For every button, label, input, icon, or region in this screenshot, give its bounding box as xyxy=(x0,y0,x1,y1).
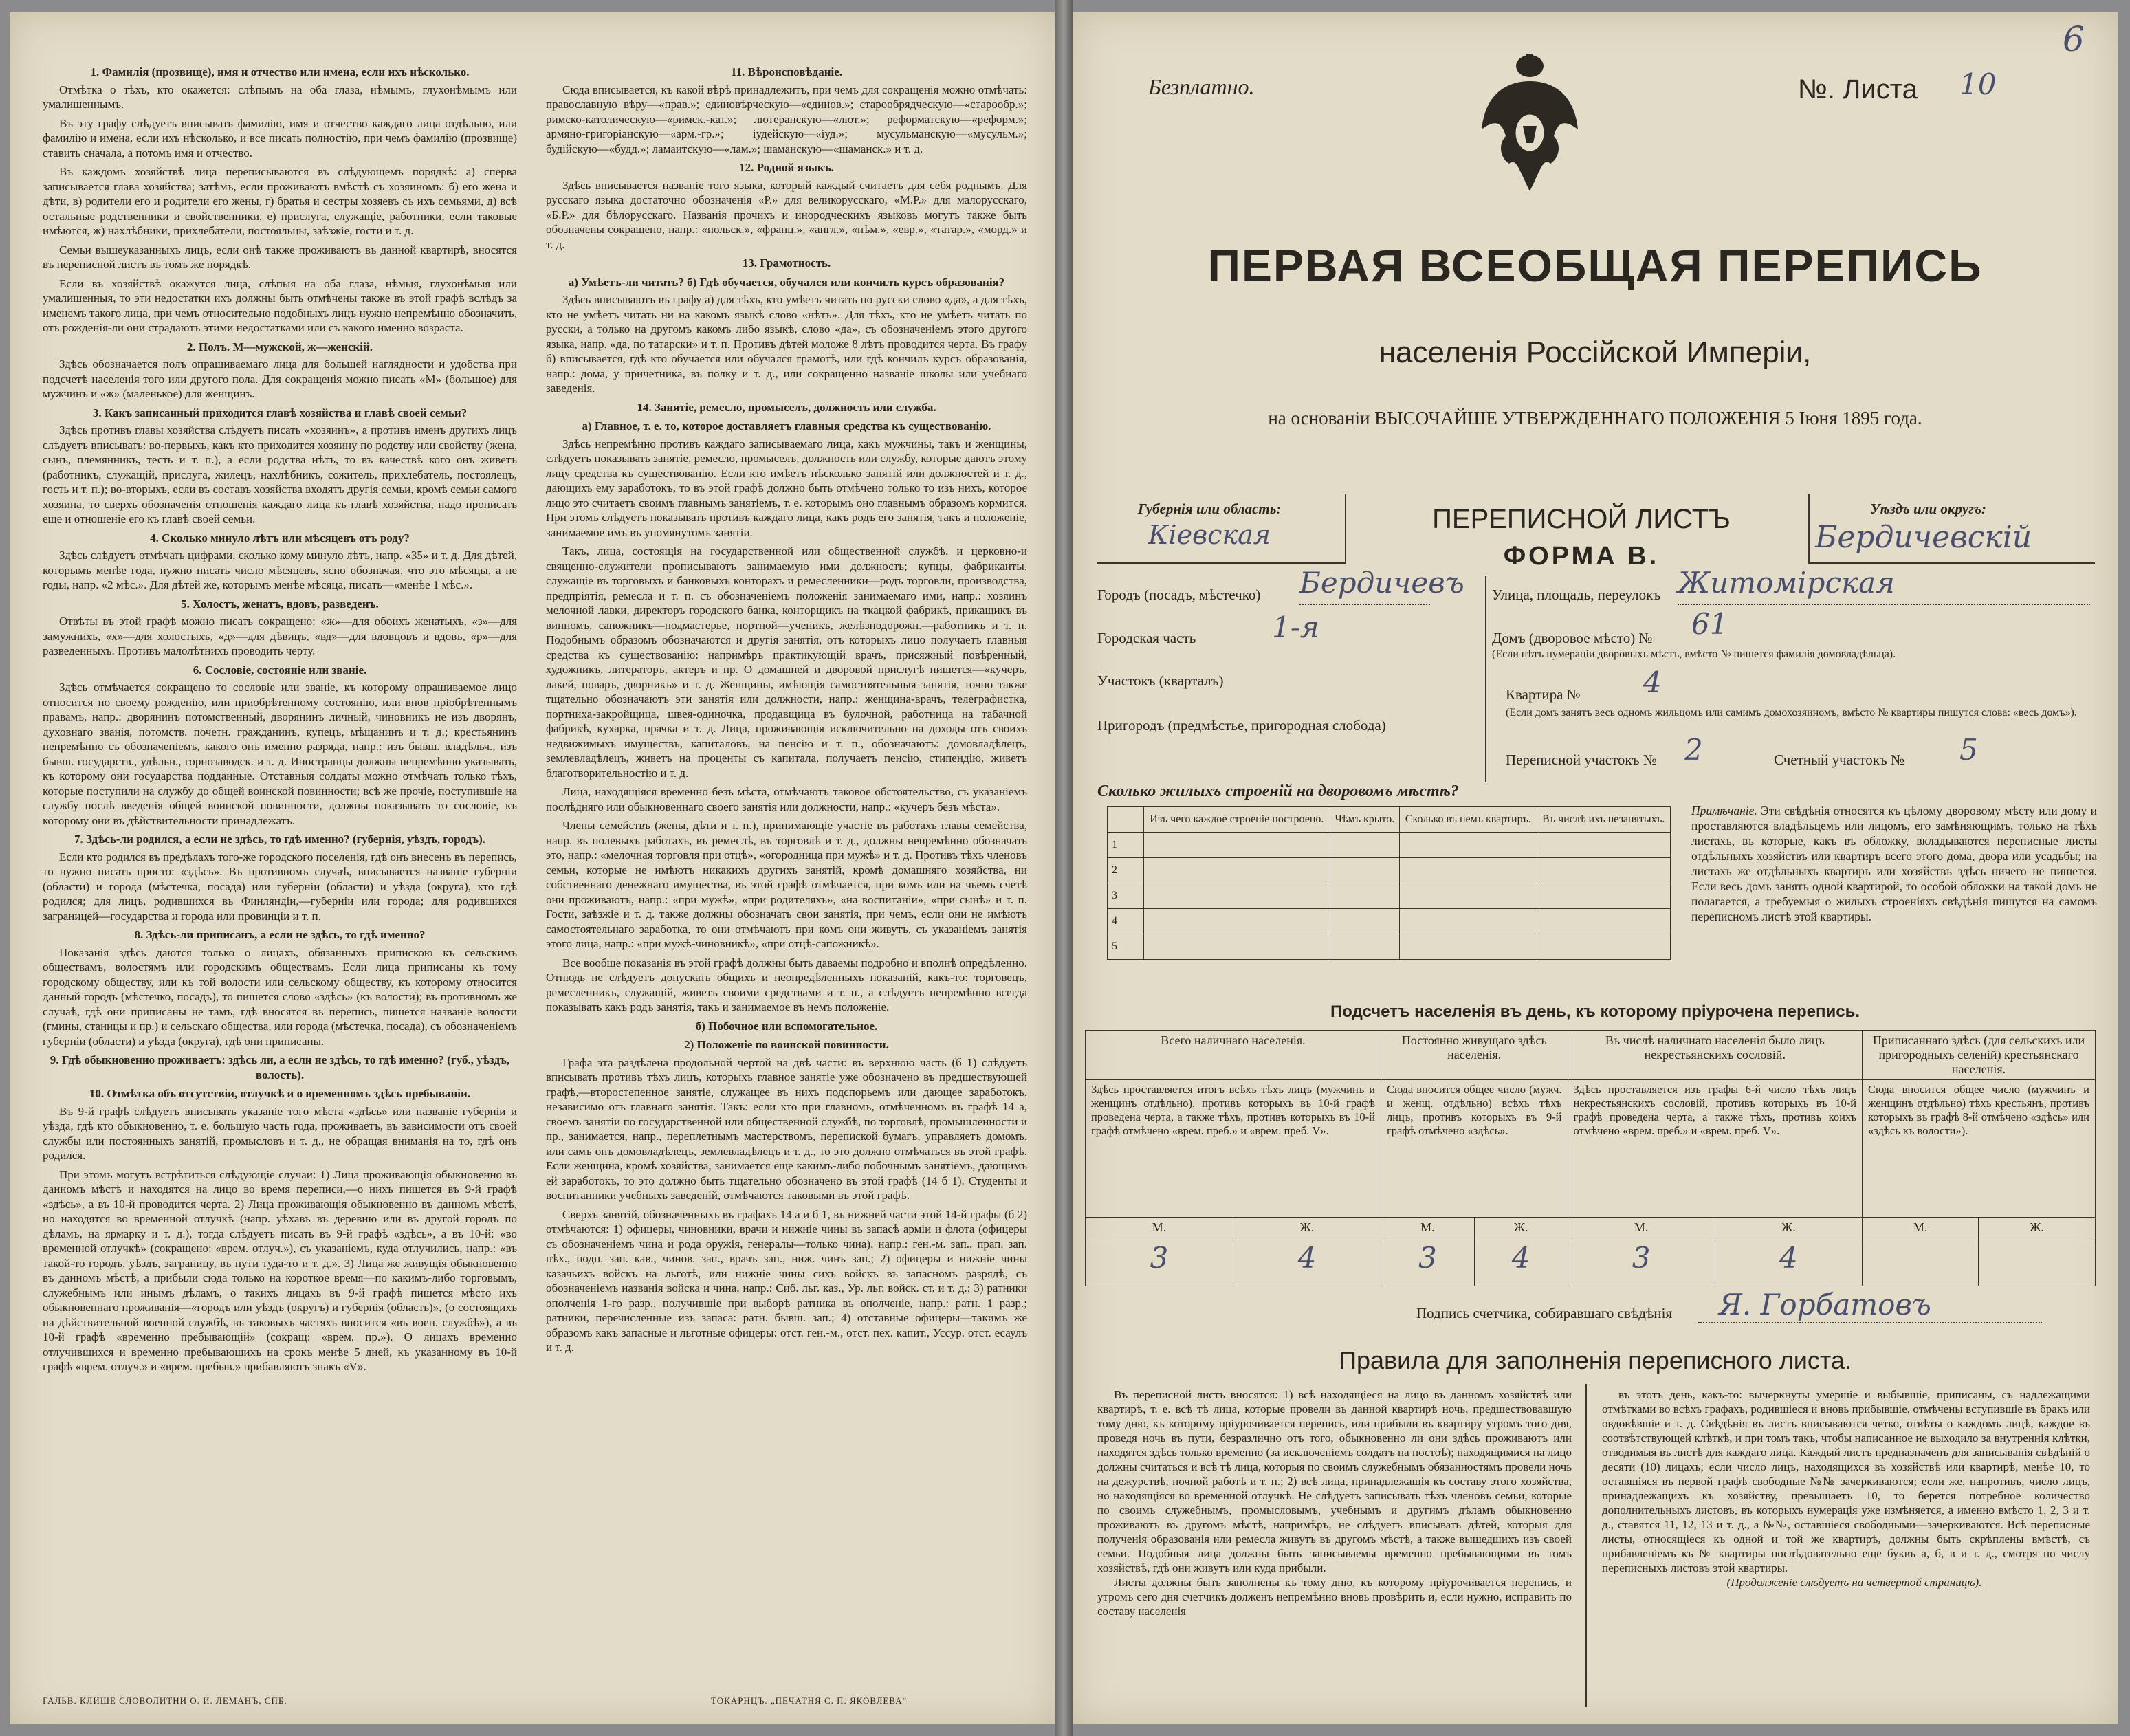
quarter-label: Участокъ (кварталъ) xyxy=(1097,672,1224,689)
male-header: М. xyxy=(1381,1218,1474,1238)
instruction-heading: 5. Холостъ, женатъ, вдовъ, разведенъ. xyxy=(181,597,379,611)
pop-text-permanent: Сюда вносится общее число (мужч. и женщ. отдѣльно) всѣхъ тѣхъ лицъ, противъ которыхъ въ 9-й графѣ отмѣчено «здѣсь». xyxy=(1381,1080,1568,1218)
instruction-heading: 12. Родной языкъ. xyxy=(739,161,834,174)
pop-value: 3 xyxy=(1568,1238,1715,1286)
rules-divider xyxy=(1585,1384,1587,1707)
pop-header-permanent: Постоянно живущаго здѣсь населенія. xyxy=(1381,1031,1568,1080)
signature-line xyxy=(1698,1322,2042,1323)
instruction-paragraph: Сюда вписывается, къ какой вѣрѣ принадлежитъ, при чемъ для сокращенія можно отмѣчать: православную вѣру—«прав.»; единовѣрческую—«единов.»; старообрядческую—«старообр.»; римско-католическую—«римск.-кат.»; лютеранскую—«лют.»; реформатскую—«реформ.»; армяно-григоріанскую—«арм.-гр.»; іудейскую—«іуд.»; мусульманскую—«мусульм.»; будійскую—«будд.»; ламаитскую—«лам.»; шаманскую—«шаманск.» и т. д. xyxy=(546,83,1027,155)
gubernia-box xyxy=(1097,494,1346,564)
city-part-value: 1-я xyxy=(1272,611,1319,644)
street-label: Улица, площадь, переулокъ xyxy=(1492,586,1661,603)
instruction-heading: а) Умѣетъ-ли читать? б) Гдѣ обучается, обучался или кончилъ курсъ образованія? xyxy=(568,275,1005,289)
form-letter: ФОРМА В. xyxy=(1503,542,1660,571)
instruction-paragraph: Члены семействъ (жены, дѣти и т. п.), принимающіе участіе въ работахъ главы семейства, напр. въ полевыхъ работахъ, въ ремеслѣ, въ торговлѣ и т. д., должны непремѣнно обозначать это, напр.: «мелочная торговля при отцѣ», «огородница при мужѣ» и т. д. Противъ тѣхъ членовъ семьи, которые не имѣютъ никакихъ другихъ занятій, кромѣ домашняго хозяйства, ни собственнаго денежнаго имущества, въ этой графѣ отмѣчается, при комъ или на чьемъ счетѣ они проживаютъ, напр.: «при мужѣ», «при родителяхъ», «на воспитаніи», «при сынѣ» и т. п. Гости, заѣзжіе и т. д. также должны обозначать свои занятія, при чемъ, если они не имѣютъ самостоятельнаго заработка, то они отмѣчаютъ при комъ они живутъ, съ указаніемъ занятія этого лица, напр.: «при мужѣ-чиновникѣ», «при отцѣ-сапожникѣ». xyxy=(546,819,1027,950)
continued-note: (Продолженіе слѣдуетъ на четвертой страницѣ). xyxy=(1726,1576,1982,1589)
instruction-heading: 6. Сословіе, состояніе или званіе. xyxy=(193,663,367,677)
instruction-paragraph: Въ каждомъ хозяйствѣ лица переписываются въ слѣдующемъ порядкѣ: а) сперва записывается глава хозяйства; затѣмъ, если проживаютъ вмѣстѣ съ хозяиномъ: б) его жена и дѣти, в) родители его и родители его жены, г) братья и сестры хозяевъ съ ихъ семьями, д) всѣ остальные родственники и свойственники, е) прислуга, служащіе, работники, если таковые имѣются, ж) нахлѣбники, прихлебатели, постояльцы, заѣзжіе, гости и т. д. xyxy=(43,165,517,237)
instruction-heading: 9. Гдѣ обыкновенно проживаетъ: здѣсь ли, а если не здѣсь, то гдѣ именно? (губ., уѣздъ, волость). xyxy=(50,1053,510,1081)
rules-paragraph: въ этотъ день, какъ-то: вычеркнуты умершіе и выбывшіе, приписаны, съ надлежащими отмѣтками во всѣхъ графахъ, родившіеся и вновь прибывшіе, отмѣчены вступившіе въ бракъ или овдовѣвшіе и т. д. Свѣдѣнія въ листъ вписываются четко, отвѣты о каждомъ лицѣ, каждое въ соотвѣтствующей клѣткѣ, и при томъ такъ, чтобы написанное не выходило за внутреннія клѣтки, отводимыя въ листѣ для каждаго лица. Каждый листъ предназначенъ для записыванія свѣдѣній о десяти (10) лицахъ; если число лицъ, находящихся въ хозяйствѣ или квартирѣ, менѣе 10, то оставшіяся въ первой графѣ свободные №№ зачеркиваются; если же, напротивъ, число лицъ, принадлежащихъ къ хозяйству, превышаетъ 10, то берется потребное количество дополнительныхъ листовъ, въ которыхъ нумерація уже измѣняется, а именно вмѣсто 1, 2, 3 и т. д., ставятся 11, 12, 13 и т. д., а №№, оставшіеся свободными—зачеркиваются. Всѣ переписные листы, относящіеся къ одной и той же квартирѣ, должны быть скрѣплены вмѣстѣ, съ прибавленіемъ къ № квартиры послѣдовательно еще буквъ а, б, в и т. д., смотря по числу переписныхъ листовъ этой квартиры. xyxy=(1602,1388,2090,1574)
flat-value: 4 xyxy=(1643,666,1662,699)
pop-value xyxy=(1979,1238,2096,1286)
instruction-heading: 13. Грамотность. xyxy=(742,256,831,270)
city-label: Городъ (посадъ, мѣстечко) xyxy=(1097,586,1261,603)
uezd-value: Бердичевскій xyxy=(1815,520,2032,555)
signature-label: Подпись счетчика, собиравшаго свѣдѣнія xyxy=(1416,1305,1673,1321)
house-value: 61 xyxy=(1691,607,1728,641)
buildings-row-num: 4 xyxy=(1108,909,1144,934)
male-header: М. xyxy=(1568,1218,1715,1238)
archive-page-number: 6 xyxy=(2063,19,2085,59)
buildings-question: Сколько жилыхъ строеній на дворовомъ мѣстѣ? xyxy=(1097,782,1459,800)
instruction-heading: 10. Отмѣтка объ отсутствіи, отлучкѣ и о временномъ здѣсь пребываніи. xyxy=(89,1087,471,1100)
instruction-heading: 2. Полъ. М—мужской, ж—женскій. xyxy=(186,340,373,353)
pop-value: 3 xyxy=(1381,1238,1474,1286)
instruction-paragraph: Сверхъ занятій, обозначенныхъ въ графахъ 14 а и б 1, въ нижней части этой 14-й графы (б 2) отмѣчаются: 1) офицеры, чиновники, врачи и нижніе чины въ запасѣ арміи и флота (офицеры съ обозначеніемъ чина и рода оружія, генералы—только чина), напр.: ген.-м. зап., прап. зап. пѣх., подп. зап. кав., чинов. зап., врачъ зап., ниж. чинъ зап.; 2) офицеры и нижніе чины казачьихъ войскъ на льготѣ, или нижніе чины сихъ войскъ въ запасномъ разрядѣ, съ обозначеніемъ названія войска и чина, напр.: Сиб. льг. каз., Ур. льг. войск. ст. и т. д.; 3) ратники ополченія 1-го разр., получившіе при выборѣ ратника въ ополченіе, напр.: ратн. 1 разр.; ратники, перечисленные изъ запаса: ратн. бывш. зап.; 4) отставные офицеры—такимъ же образомъ какъ запасные и льготные офицеры: отст. ген.-м., отст. пех. капит., Уссур. отст. есаулъ и т. д. xyxy=(546,1207,1027,1354)
census-area-label: Переписной участокъ № xyxy=(1506,751,1657,768)
count-area-label: Счетный участокъ № xyxy=(1774,751,1905,768)
pop-header-nonpeasant: Въ числѣ наличнаго населенія было лицъ некрестьянскихъ сословій. xyxy=(1568,1031,1863,1080)
street-line xyxy=(1678,604,2090,605)
buildings-note xyxy=(1691,803,2097,924)
pop-text-peasant: Сюда вносится общее число (мужчинъ и женщинъ отдѣльно) тѣхъ крестьянъ, противъ которыхъ въ графѣ 8-й отмѣчено «здѣсь» или «здѣсь къ волости»). xyxy=(1863,1080,2096,1218)
instruction-paragraph: Здѣсь слѣдуетъ отмѣчать цифрами, сколько кому минуло лѣтъ, напр. «35» и т. д. Для дѣтей, которымъ менѣе года, нужно писать число мѣсяцевъ, ясно обозначая, что это мѣсяцы, а не годы, напр. «2 мѣс.». Для дѣтей же, которымъ менѣе мѣсяца, писать—«менѣе 1 мѣс.». xyxy=(43,549,517,591)
census-area-value: 2 xyxy=(1684,733,1703,767)
instruction-heading: 11. Вѣроисповѣданіе. xyxy=(730,65,843,78)
imperial-eagle-emblem xyxy=(1478,54,1581,198)
instruction-paragraph: Семьи вышеуказанныхъ лицъ, если онѣ также проживаютъ въ данной квартирѣ, вносятся въ переписной листъ въ томъ же порядкѣ. xyxy=(43,243,517,271)
instruction-heading: а) Главное, т. е. то, которое доставляетъ главныя средства къ существованію. xyxy=(582,419,991,432)
signature-value: Я. Горбатовъ xyxy=(1719,1288,1931,1321)
rules-paragraph: Въ переписной листъ вносятся: 1) всѣ находящіеся на лицо въ данномъ хозяйствѣ или квартирѣ, т. е. всѣ тѣ лица, которые провели въ данной квартирѣ ночь, предшествовавшую тому дню, къ которому пріурочивается перепись, или прибыли въ квартиру утромъ того дня, проведя ночь въ пути, безразлично отъ того, обыкновенно ли они здѣсь проживаютъ или находятся здѣсь только временно (за исключеніемъ солдатъ на постоѣ); находящимися на лицо должны считаться и всѣ тѣ лица, которыя по своимъ служебнымъ обязанностямъ провели ночь на дежурствѣ, ночной работѣ и т. п.; 2) всѣ лица, принадлежащія къ составу этого хозяйства, но находящіяся во временной отлучкѣ. Не слѣдуетъ записывать тѣхъ членовъ семьи, которые по своимъ служебнымъ, промысловымъ, учебнымъ и другимъ дѣламъ обыкновенно проживаютъ въ другомъ мѣстѣ, напримѣръ, не слѣдуетъ вписывать дѣтей, которыя для полученія образованія или ремесла живутъ въ другомъ мѣстѣ, а также вышедшихъ изъ своей семьи. Подобныя лица должны быть записываемы временно пребывающими въ томъ хозяйствѣ, гдѣ они живутъ или куда прибыли. xyxy=(1097,1388,1572,1574)
buildings-header-material: Изъ чего каждое строеніе построено. xyxy=(1144,807,1330,833)
buildings-row-num: 2 xyxy=(1108,858,1144,883)
census-subtitle: населенія Россійской Имперіи, xyxy=(1379,336,1812,369)
male-header: М. xyxy=(1863,1218,1979,1238)
instruction-paragraph: Графа эта раздѣлена продольной чертой на двѣ части: въ верхнюю часть (б 1) слѣдуетъ вписывать противъ тѣхъ лицъ, которыхъ главное занятіе уже обозначено въ предшествующей графѣ,—второстепенное занятіе, служащее въ нихъ подспорьемъ или дающее заработокъ, независимо отъ главнаго занятія. Такъ: если кто при главномъ, отмѣченномъ въ графѣ 14 а, своемъ занятіи по государственной или общественной службѣ, по торговлѣ, промышленности и пр., занимается, напр., переплетнымъ мастерствомъ, перепиской бумагъ, управляетъ домомъ, или самъ онъ домовладѣлецъ, землевладѣлецъ и т. д., то это должно отмѣчаться въ этой графѣ. Если женщина, кромѣ хозяйства, занимается еще какимъ-либо побочнымъ занятіемъ, дающимъ ей заработокъ, то это должно быть тщательно обозначено въ этой графѣ (14 б 1). Студенты и воспитанники учебныхъ заведеній, отмѣчаются таковыми въ этой графѣ. xyxy=(546,1055,1027,1202)
pop-value: 4 xyxy=(1715,1238,1862,1286)
rules-paragraph: Листы должны быть заполнены къ тому дню, къ которому пріурочивается перепись, и утромъ сего дня счетчикъ долженъ непремѣнно вновь провѣрить и, если нужно, исправить по составу населенія xyxy=(1097,1576,1572,1618)
female-header: Ж. xyxy=(1474,1218,1568,1238)
instruction-paragraph: При этомъ могутъ встрѣтиться слѣдующіе случаи: 1) Лица проживающія обыкновенно въ данномъ мѣстѣ и находятся на лицо во время переписи,—о нихъ пишется въ 9-й графѣ «здѣсь», а въ 10-й проводится черта. 2) Лица проживающія обыкновенно въ данномъ мѣстѣ, но находятся во временной отлучкѣ (напр. уѣхавъ въ деревню или въ другой городъ по дѣламъ, на ярмарку и т. д.), тогда слѣдуетъ писать въ 9-й графѣ «здѣсь», а въ 10-й: «во временной отлучкѣ» (сокращено: «врем. отлуч.»), съ указаніемъ, куда отлучились, напр.: «въ такой-то городъ, уѣздъ, заграницу, въ пути туда-то и т. д.». 3) Лица же живущія обыкновенно въ данномъ мѣстѣ, а прибыли сюда только на короткое время—по какимъ-либо торговымъ, служебнымъ или инымъ дѣламъ, о такихъ лицахъ въ 9-й графѣ пишется мѣсто ихъ обыкновеннаго проживанія—«городъ или уѣздъ (округъ) и губернія (область)», (о состоящихъ на дѣйствительной военной службѣ, въ таковыхъ частяхъ вносится «въ воен. службѣ»), а въ 10-й графѣ «временно пребывающій» (сокращ: «врем. пр.»). О лицахъ временно отлучившихся и временно пребывающихъ на срокъ менѣе 5 дней, къ указанному въ 10-й графѣ «врем. отлуч.» и «врем. пребыв.» прибавляютъ знакъ «V». xyxy=(43,1167,517,1373)
uezd-box xyxy=(1808,494,2095,564)
instructions-column-2 xyxy=(546,61,1027,1359)
rules-column-2 xyxy=(1602,1387,2090,1590)
instruction-paragraph: Такъ, лица, состоящія на государственной или общественной службѣ, и церковно-и священно-служители прописываютъ занимаемую ими должность; купцы, фабриканты, служащіе въ торговыхъ и банковыхъ конторахъ и ремесленники—родъ торговли, производства, предпріятія, ремесла и т. п. съ обозначеніемъ положенія занимаемаго ими, напр.: хозяинъ мелочной лавки, директоръ городского банка, конторщикъ на ткацкой фабрикѣ, прикащикъ въ винномъ, сапожникъ—подмастерье, портной—ученикъ, желѣзнодорожн.—работникъ и т. п. Подобнымъ образомъ обозначаются и другія занятія, отъ которыхъ лицо получаетъ главныя средства къ существованію: напримѣръ практикующій врачъ, присяжный повѣренный, художникъ, литераторъ, актеръ и пр. О домашней и дворовой прислугѣ пишется—«кучеръ, лакей, поваръ, дворникъ» и т. д. Женщины, имѣющія самостоятельныя занятія, точно также тщательно обозначаютъ эти занятія или должности, напр.: женщина-врачъ, телеграфистка, портниха-закройщица, швея-одиночка, продавщица въ булочной, работница на табачной фабрикѣ, кухарка, прачка и т. д. Лица, проживающія исключительно на доходы отъ своихъ недвижимыхъ имуществъ, капиталовъ, на пенсію и т. п., обозначаютъ: домовладѣлецъ, землевладѣлецъ, живетъ на проценты съ капитала, получаетъ пенсію, стипендію, живетъ благотворительностію и т. д. xyxy=(546,545,1027,780)
instruction-heading: 7. Здѣсь-ли родился, а если не здѣсь, то гдѣ именно? (губернія, уѣздъ, городъ). xyxy=(74,833,485,846)
count-area-value: 5 xyxy=(1959,733,1978,767)
instruction-paragraph: Въ 9-й графѣ слѣдуетъ вписывать указаніе того мѣста «здѣсь» или названіе губерніи и уѣзда, гдѣ кто обыкновенно, т. е. большую часть года, проживаетъ, въ зависимости отъ своей службы или постоянныхъ занятій, промысловъ и т. д., не обращая вниманія на то, гдѣ онъ родился. xyxy=(43,1104,517,1162)
instruction-paragraph: Отмѣтка о тѣхъ, кто окажется: слѣпымъ на оба глаза, нѣмымъ, глухонѣмымъ или умалишеннымъ. xyxy=(43,83,517,111)
street-value: Житомірская xyxy=(1678,566,1895,600)
instruction-heading: 3. Какъ записанный приходится главѣ хозяйства и главѣ своей семьи? xyxy=(92,406,468,419)
instruction-paragraph: Здѣсь обозначается полъ опрашиваемаго лица для большей наглядности и удобства при подсчетѣ населенія того или другого пола. Для сокращенія можно писать «М» (большое) для мужчинъ и «ж» (маленькое) для женщинъ. xyxy=(43,358,517,400)
instruction-paragraph: Если въ хозяйствѣ окажутся лица, слѣпыя на оба глаза, нѣмыя, глухонѣмыя или умалишенныя, то эти недостатки ихъ должны быть отмѣчены также въ этой графѣ вслѣдъ за именемъ такого лица, при чемъ относительно подобныхъ лицъ нужно непремѣнно обозначить, отъ рожденія-ли они страдаютъ этими недостатками или съ какого именно возраста. xyxy=(43,276,517,334)
male-header: М. xyxy=(1086,1218,1233,1238)
female-header: Ж. xyxy=(1979,1218,2096,1238)
instruction-paragraph: Здѣсь непремѣнно противъ каждаго записываемаго лица, какъ мужчины, такъ и женщины, слѣдуетъ показывать занятіе, ремесло, промыселъ, должность или службу, которые даютъ этому лицу средства къ существованію. Если кто имѣетъ нѣсколько занятій или должностей и т. д., дающихъ ему заработокъ, то въ этой графѣ должно быть отмѣчено только то изъ нихъ, которое лицо это считаетъ своимъ главнымъ занятіемъ, т. е. которымъ оно главнымъ образомъ кормится. При этомъ слѣдуетъ показывать противъ каждаго лица, какъ родъ его занятія, такъ и положеніе, занимаемое имъ въ упомянутомъ занятіи. xyxy=(546,437,1027,539)
pop-value: 4 xyxy=(1474,1238,1568,1286)
census-sheet-page xyxy=(1073,12,2118,1724)
imprint-left: ГАЛЬВ. КЛИШЕ СЛОВОЛИТНИ О. И. ЛЕМАНЪ, СПБ. xyxy=(43,1695,287,1706)
instructions-page xyxy=(10,12,1055,1724)
form-title: ПЕРЕПИСНОЙ ЛИСТЪ xyxy=(1432,504,1731,534)
page-fold xyxy=(1055,0,1073,1736)
population-count-title: Подсчетъ населенія въ день, къ которому пріурочена перепись. xyxy=(1330,1002,1860,1021)
instructions-column-1 xyxy=(43,61,517,1378)
instruction-paragraph: Показанія здѣсь даются только о лицахъ, обязанныхъ припискою къ сельскимъ обществамъ, волостямъ или городскимъ обществамъ. Если лица приписаны къ тому городскому обществу, или къ той волости или сельскому обществу, къ которому относится данный городъ (мѣстечко, посадъ), то пишется слово «здѣсь» (къ волости); въ противномъ же случаѣ, гдѣ они приписаны не тамъ, гдѣ вносятся въ перепись, пишется названіе волости (гмины, станицы и пр.) и сельскаго общества, или города (мѣстечка, посада), съ обозначеніемъ губерніи (области) и уѣзда (округа), гдѣ они приписаны. xyxy=(43,945,517,1048)
instruction-heading: 1. Фамилія (прозвище), имя и отчество или имена, если ихъ нѣсколько. xyxy=(90,65,470,78)
pop-value xyxy=(1863,1238,1979,1286)
pop-text-present: Здѣсь проставляется итогъ всѣхъ тѣхъ лицъ (мужчинъ и женщинъ отдѣльно), противъ которыхъ въ 10-й графѣ проведена черта, а также тѣхъ, противъ которыхъ въ 10-й графѣ отмѣчено «врем. преб.» и «врем. преб. V». xyxy=(1086,1080,1381,1218)
imprint-right: ТОКАРНЦЪ. „ПЕЧАТНЯ С. П. ЯКОВЛЕВА“ xyxy=(711,1695,908,1706)
instruction-heading: 4. Сколько минуло лѣтъ или мѣсяцевъ отъ роду? xyxy=(150,531,410,545)
instruction-heading: 14. Занятіе, ремесло, промыселъ, должность или служба. xyxy=(637,400,936,414)
sheet-number-label: №. Листа xyxy=(1798,74,1918,105)
buildings-header-roof: Чѣмъ крыто. xyxy=(1330,807,1400,833)
uezd-label: Уѣздъ или округъ: xyxy=(1870,501,1986,517)
legal-basis: на основаніи ВЫСОЧАЙШЕ УТВЕРЖДЕННАГО ПОЛОЖЕНІЯ 5 Іюня 1895 года. xyxy=(1268,408,1922,428)
instruction-paragraph: Лица, находящіяся временно безъ мѣста, отмѣчаютъ таковое обстоятельство, съ указаніемъ послѣдняго или обыкновеннаго своего занятія или должности, напр.: «кучеръ безъ мѣста». xyxy=(546,785,1027,813)
note-text: Эти свѣдѣнія относятся къ цѣлому дворовому мѣсту или дому и проставляются владѣльцемъ или лицомъ, его замѣняющимъ, только на тѣхъ листахъ, въ которые, какъ въ обложку, вкладываются переписные листы отдѣльныхъ хозяйствъ или квартиръ всего этого дома, двора или усадьбы; на листахъ же отдѣльныхъ квартиръ или хозяйствъ здѣсь ничего не пишется. Если весь домъ занятъ одной квартирой, то особой обложки на такой домъ не полагается, а требуемыя о жилыхъ строеніяхъ свѣдѣнія пишутся на самомъ переписномъ листѣ этой квартиры. xyxy=(1691,804,2097,923)
buildings-table xyxy=(1107,806,1671,960)
instruction-heading: 8. Здѣсь-ли приписанъ, а если не здѣсь, то гдѣ именно? xyxy=(134,928,426,941)
pop-text-nonpeasant: Здѣсь проставляется изъ графы 6-й число тѣхъ лицъ некрестьянскихъ сословій, противъ которыхъ въ 10-й графѣ проведена черта, а также тѣхъ, противъ коихъ отмѣчено «врем. преб.» и «врем. преб. V». xyxy=(1568,1080,1863,1218)
suburb-label: Пригородъ (предмѣстье, пригородная слобода) xyxy=(1097,717,1386,734)
sheet-number-value: 10 xyxy=(1959,67,1997,101)
free-label: Безплатно. xyxy=(1148,74,1255,99)
instruction-paragraph: Здѣсь отмѣчается сокращено то сословіе или званіе, къ которому опрашиваемое лицо относится по своему рожденію, или приобрѣтенному состоянію, или внов пріобрѣтеннымъ правамъ, напр.: дворянинъ потомственный, дворянинъ личный, чиновникъ не изъ дворянъ, духовнаго званія, потомств. почетн. гражданинъ, купецъ, мѣщанинъ и т. д.; крестьянинъ непремѣнно съ обозначеніемъ, какого онъ именно разряда, напр.: изъ бывш. владѣльч., изъ бывш. государств., удѣльн., горнозаводск. и т. д. Иностранцы должны непремѣнно указывать, къ которому они государства подданные. Отставныя солдаты можно отмѣчать только тѣхъ, которые поступили на службу до общей воинской повинности; всѣ же прочіе, поступившіе на службу послѣ введенія общей воинской повинности, должны показывать то сословіе, къ которому они въ дѣйствительности принадлежатъ. xyxy=(43,681,517,827)
city-part-label: Городская часть xyxy=(1097,630,1196,646)
pop-header-present: Всего наличнаго населенія. xyxy=(1086,1031,1381,1080)
instruction-paragraph: Если кто родился въ предѣлахъ того-же городского поселенія, гдѣ онъ внесенъ въ перепись, то нужно писать просто: «здѣсь». Въ противномъ случаѣ, вписывается названіе губерніи (области) и города (мѣстечка, посада) или губерніи (области) и уѣзда (округа), кто гдѣ родился; для лицъ, родившихся въ Финляндіи,—губерніи или города; для родившихся заграницей—государства и города или провинціи и т. п. xyxy=(43,850,517,923)
instruction-paragraph: Здѣсь противъ главы хозяйства слѣдуетъ писать «хозяинъ», а противъ именъ другихъ лицъ слѣдуетъ вписывать: во-первыхъ, какъ кто приходится хозяину по родству или свойству (жена, сынъ, племянникъ, тесть и т. п.), а если родства нѣтъ, то въ качествѣ кого онъ живетъ (работникъ, служащій, прислуга, жилецъ, нахлѣбникъ, сожитель, прихлебатель, постоялецъ, гость и т. п.); во-вторыхъ, если въ составъ хозяйства входятъ другія семьи, кромѣ семьи самого хозяина, то сверхъ обозначенія отношенія каждаго лица къ главѣ хозяйства, надо прописать еще и отношеніе его къ главѣ своей семьи. xyxy=(43,424,517,525)
flat-label: Квартира № xyxy=(1506,686,1581,703)
buildings-row-num: 3 xyxy=(1108,883,1144,909)
instruction-paragraph: Въ эту графу слѣдуетъ вписывать фамилію, имя и отчество каждаго лица отдѣльно, или фамилію и имена, если ихъ нѣсколько, и все писать полностію, при чемъ фамилію (прозвище) ставить сначала, а потомъ имя и отчество. xyxy=(43,116,517,160)
instruction-heading: 2) Положеніе по воинской повинности. xyxy=(684,1038,889,1051)
gubernia-label: Губернія или область: xyxy=(1138,501,1282,517)
instruction-paragraph: Здѣсь вписывается названіе того языка, который каждый считаетъ для себя роднымъ. Для русскаго языка достаточно обозначенія «Р.» для великорусскаго, «М.Р.» для малорусскаго, «Б.Р.» для бѣлорусскаго. Названія прочихъ и инородческихъ языковъ могутъ также быть обозначены сокращено, напр.: «польск.», «франц.», «англ.», «нѣм.», «евр.», «татар.», «морд.» и т. д. xyxy=(546,178,1027,251)
female-header: Ж. xyxy=(1233,1218,1381,1238)
pop-header-peasant: Приписаннаго здѣсь (для сельскихъ или пригородныхъ селеній) крестьянскаго населенія. xyxy=(1863,1031,2096,1080)
pop-value: 3 xyxy=(1086,1238,1233,1286)
buildings-header-flats: Сколько въ немъ квартиръ. xyxy=(1400,807,1537,833)
instruction-heading: б) Побочное или вспомогательное. xyxy=(695,1019,878,1033)
female-header: Ж. xyxy=(1715,1218,1862,1238)
buildings-row-num: 5 xyxy=(1108,934,1144,960)
rules-column-1 xyxy=(1097,1387,1572,1618)
buildings-header-vacant: Въ числѣ ихъ незанятыхъ. xyxy=(1537,807,1670,833)
instruction-paragraph: Отвѣты въ этой графѣ можно писать сокращено: «ж»—для обоихъ женатыхъ, «з»—для замужнихъ, «х»—для холостыхъ, «д»—для дѣвицъ, «вд»—для вдовцовъ и вдовъ, «р»—для разведенныхъ. Противъ малолѣтнихъ проводить черту. xyxy=(43,615,517,657)
instruction-paragraph: Все вообще показанія въ этой графѣ должны быть даваемы подробно и вполнѣ опредѣленно. Отнюдь не слѣдуетъ допускать общихъ и неопредѣленныхъ показаній, какъ-то: торговецъ, ремесленникъ, служащій, живетъ своими средствами и т. п., а слѣдуетъ непремѣнно всегда показывать какъ родъ занятія, такъ и занимаемое въ немъ положеніе. xyxy=(546,956,1027,1013)
city-line xyxy=(1299,604,1430,605)
gubernia-value: Кіевская xyxy=(1148,520,1271,550)
note-title: Примѣчаніе. xyxy=(1691,804,1757,817)
rules-title: Правила для заполненія переписного листа. xyxy=(1339,1346,1852,1374)
house-note: (Если нѣтъ нумераціи дворовыхъ мѣстъ, вмѣсто № пишется фамилія домовладѣльца). xyxy=(1492,648,1896,660)
buildings-row-num: 1 xyxy=(1108,833,1144,858)
house-label: Домъ (дворовое мѣсто) № xyxy=(1492,630,1653,646)
instruction-paragraph: Здѣсь вписываютъ въ графу а) для тѣхъ, кто умѣетъ читать по русски слово «да», а для тѣхъ, кто не умѣетъ читать ни на какомъ языкѣ слово «нѣтъ». Для тѣхъ, кто не умѣетъ читать по русски, а только на другомъ какомъ либо языкѣ, слово «да», съ обозначеніемъ этого другого языка, напр. «да, по татарски» и т. п. Противъ дѣтей моложе 8 лѣтъ проводится черта. Въ графу б) вписывается, гдѣ кто обучается или обучался грамотѣ, или гдѣ кончилъ курсъ образованія, напр.: дома, у причетника, въ полку и т. д., или сокращенно названіе школы или учебнаго заведенія. xyxy=(546,293,1027,395)
population-count-table xyxy=(1085,1030,2096,1286)
pop-value: 4 xyxy=(1233,1238,1381,1286)
address-divider xyxy=(1485,576,1486,782)
city-value: Бердичевъ xyxy=(1299,566,1464,600)
census-title: ПЕРВАЯ ВСЕОБЩАЯ ПЕРЕПИСЬ xyxy=(1207,240,1983,291)
flat-note: (Если домъ занятъ весь одномъ жильцомъ или самимъ домохозяиномъ, вмѣсто № квартиры пишутся слова: «весь домъ»). xyxy=(1506,707,2077,718)
